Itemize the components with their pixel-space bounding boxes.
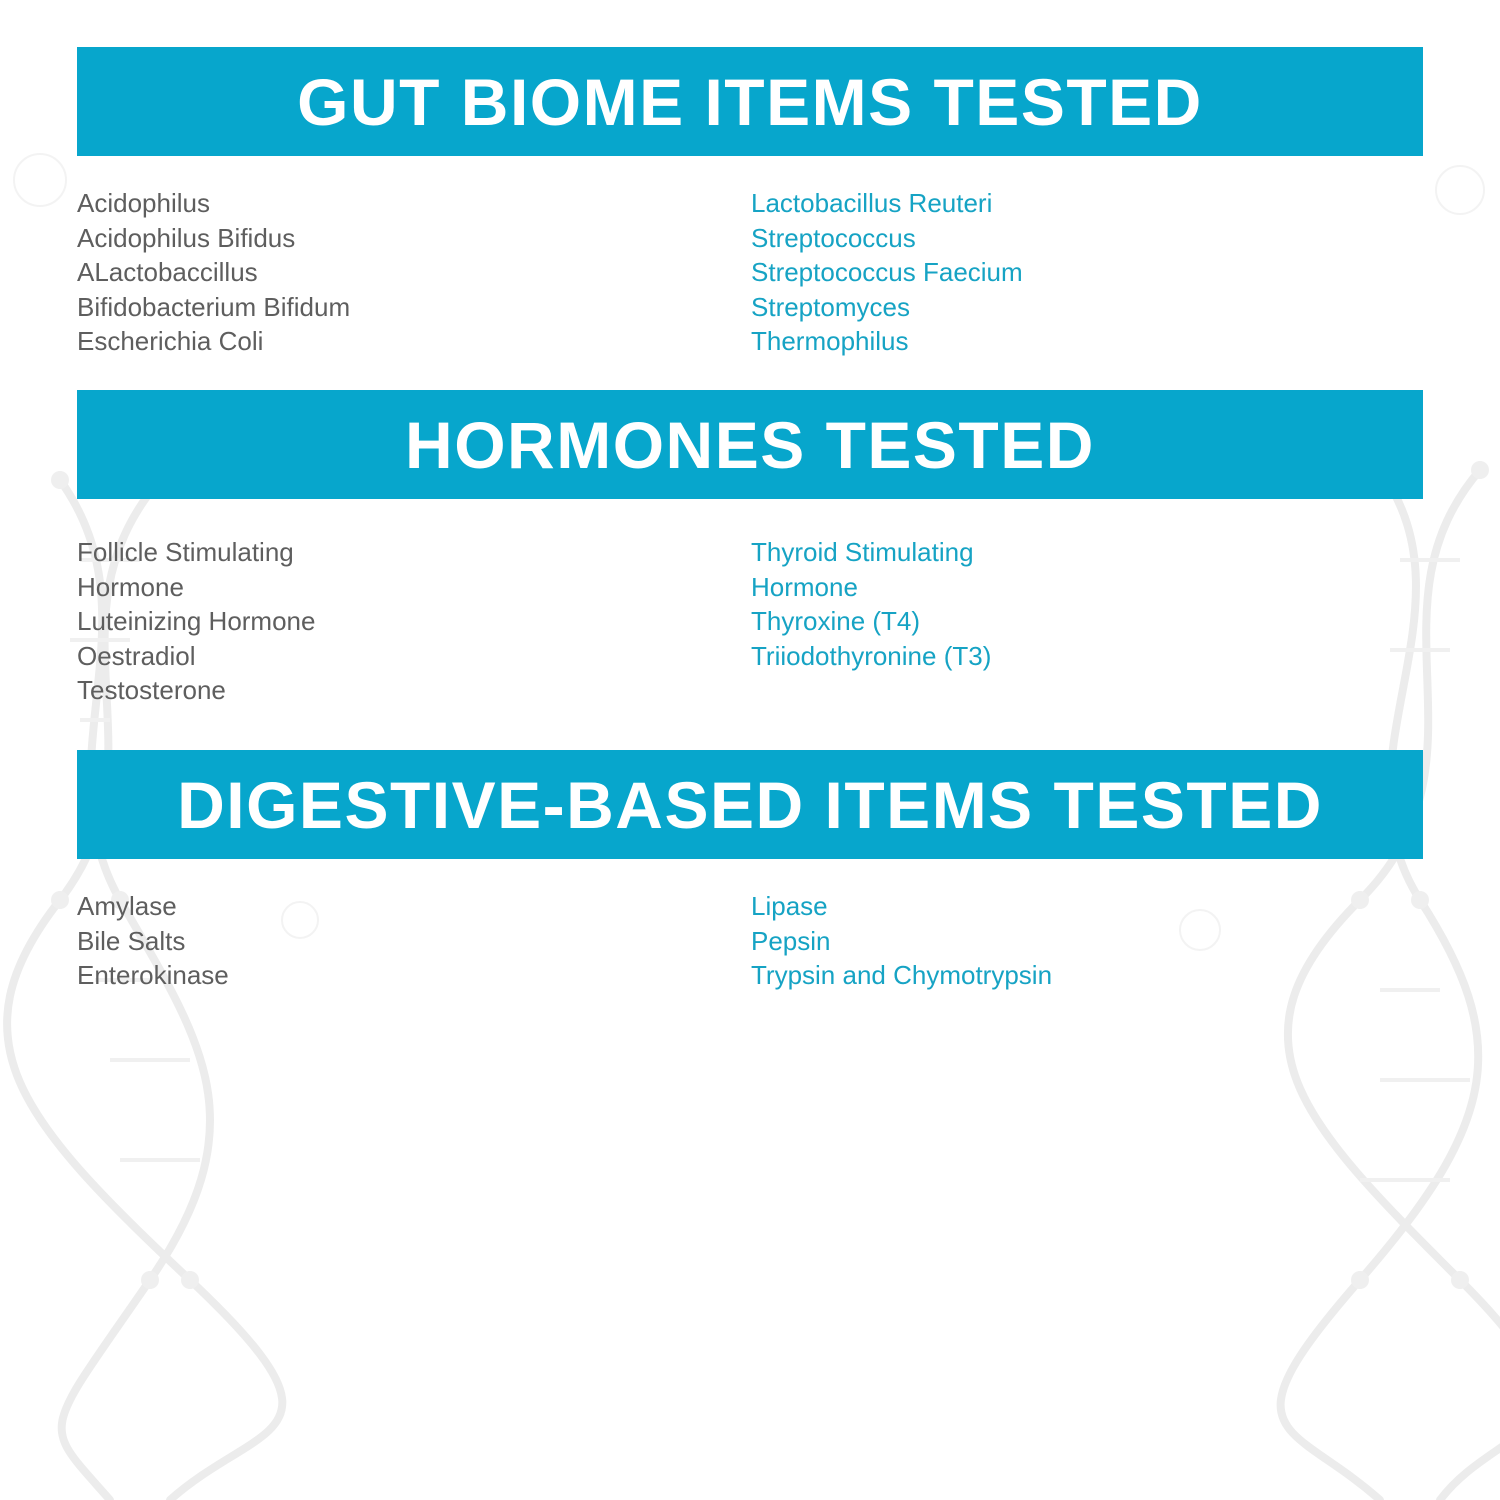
digestive-banner bbox=[77, 750, 1423, 859]
list-item: Follicle Stimulating bbox=[77, 537, 294, 567]
hormones-banner bbox=[77, 390, 1423, 499]
gut-biome-section bbox=[77, 47, 1423, 366]
list-item: ALactobaccillus bbox=[77, 257, 258, 287]
gut-biome-right-list bbox=[751, 186, 1023, 359]
gut-biome-left-list bbox=[77, 186, 350, 359]
hormones-section bbox=[77, 390, 1423, 715]
digestive-right-list bbox=[751, 889, 1052, 993]
list-item: Oestradiol bbox=[77, 640, 196, 671]
list-item: Luteinizing Hormone bbox=[77, 606, 316, 636]
list-item: Trypsin and Chymotrypsin bbox=[751, 960, 1053, 990]
gut-biome-banner bbox=[77, 47, 1423, 156]
list-item: Hormone bbox=[77, 571, 184, 602]
hormones-title: HORMONES TESTED bbox=[405, 407, 1095, 482]
hormones-left-list bbox=[77, 535, 315, 708]
list-item: Thermophilus bbox=[751, 326, 909, 356]
hormones-right-list bbox=[751, 535, 991, 673]
list-item: Bile Salts bbox=[77, 925, 186, 956]
gut-biome-title: GUT BIOME ITEMS TESTED bbox=[297, 64, 1203, 139]
list-item: Acidophilus bbox=[77, 188, 210, 218]
list-item: Triiodothyronine (T3) bbox=[751, 640, 992, 671]
hormones-lists bbox=[77, 535, 1423, 715]
gut-biome-lists bbox=[77, 186, 1423, 366]
list-item: Pepsin bbox=[751, 925, 831, 956]
digestive-section bbox=[77, 750, 1423, 1069]
list-item: Hormone bbox=[751, 571, 858, 602]
list-item: Escherichia Coli bbox=[77, 326, 264, 356]
list-item: Streptococcus bbox=[751, 222, 916, 253]
list-item: Enterokinase bbox=[77, 960, 229, 990]
list-item: Bifidobacterium Bifidum bbox=[77, 291, 351, 322]
list-item: Thyroxine (T4) bbox=[751, 606, 921, 636]
digestive-left-list bbox=[77, 889, 229, 993]
digestive-title: DIGESTIVE-BASED ITEMS TESTED bbox=[177, 767, 1323, 842]
list-item: Testosterone bbox=[77, 675, 226, 705]
list-item: Streptomyces bbox=[751, 291, 910, 322]
list-item: Lipase bbox=[751, 891, 828, 921]
digestive-lists bbox=[77, 889, 1423, 1069]
list-item: Thyroid Stimulating bbox=[751, 537, 974, 567]
list-item: Lactobacillus Reuteri bbox=[751, 188, 993, 218]
list-item: Acidophilus Bifidus bbox=[77, 222, 296, 253]
list-item: Amylase bbox=[77, 891, 177, 921]
list-item: Streptococcus Faecium bbox=[751, 257, 1023, 287]
